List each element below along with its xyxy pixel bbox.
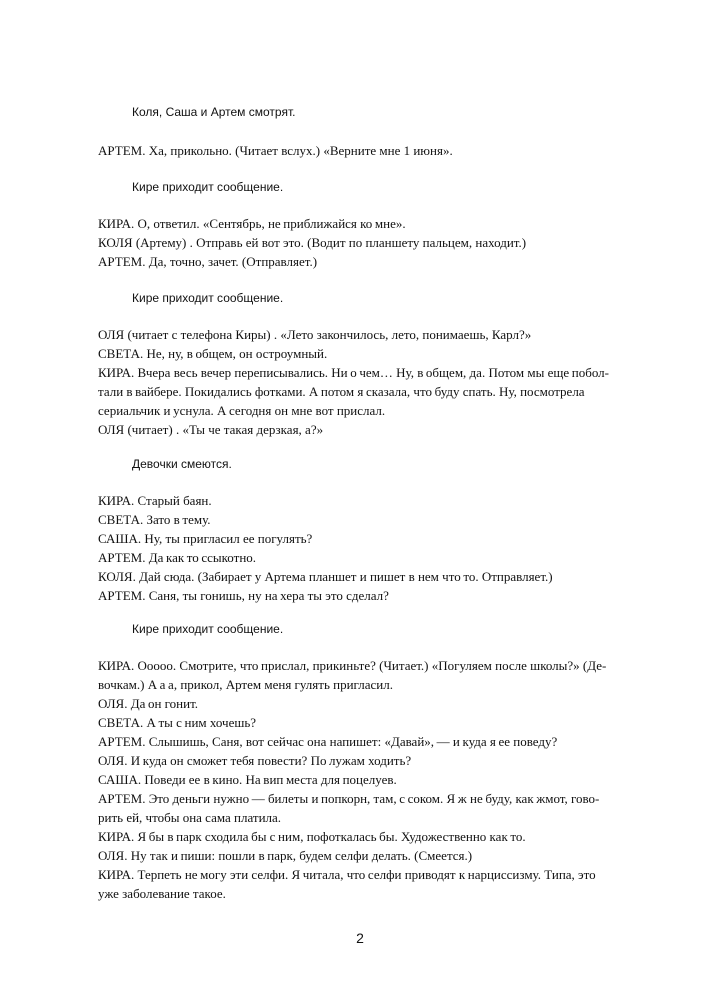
dialogue-line: СВЕТА. А ты с ним хочешь? [98, 715, 257, 730]
stage-direction: Кире приходит сообщение. [132, 180, 284, 194]
dialogue-line: КОЛЯ (Артему) . Отправь ей вот это. (Водит по планшету пальцем, находит.) [98, 235, 527, 250]
page-number: 2 [356, 930, 364, 946]
dialogue-line: ОЛЯ. Ну так и пиши: пошли в парк, будем селфи делать. (Смеется.) [98, 848, 473, 863]
dialogue-line: уже заболевание такое. [98, 886, 226, 901]
dialogue-block [98, 141, 628, 160]
dialogue-line: тали в вайбере. Покидались фотками. А потом я сказала, что буду спать. Ну, посмотрела [98, 384, 585, 399]
stage-direction: Кире приходит сообщение. [132, 622, 284, 636]
dialogue-line: КИРА. Старый баян. [98, 493, 212, 508]
dialogue-line: АРТЕМ. Ха, прикольно. (Читает вслух.) «Верните мне 1 июня». [98, 143, 453, 158]
dialogue-line: АРТЕМ. Это деньги нужно — билеты и попкорн, там, с соком. Я ж не буду, как жмот, гово- [98, 791, 600, 806]
dialogue-line: ОЛЯ (читает с телефона Киры) . «Лето закончилось, лето, понимаешь, Карл?» [98, 327, 532, 342]
dialogue-line: ОЛЯ. Да он гонит. [98, 696, 199, 711]
dialogue-line: АРТЕМ. Да, точно, зачет. (Отправляет.) [98, 254, 318, 269]
dialogue-line: АРТЕМ. Слышишь, Саня, вот сейчас она напишет: «Давай», — и куда я ее поведу? [98, 734, 558, 749]
dialogue-line: АРТЕМ. Саня, ты гонишь, ну на хера ты это сделал? [98, 588, 389, 603]
dialogue-line: вочкам.) А а а, прикол, Артем меня гулять пригласил. [98, 677, 393, 692]
dialogue-block [98, 656, 628, 903]
dialogue-line: СВЕТА. Зато в тему. [98, 512, 211, 527]
dialogue-line: рить ей, чтобы она сама платила. [98, 810, 282, 825]
dialogue-line: САША. Поведи ее в кино. На вип места для поцелуев. [98, 772, 397, 787]
dialogue-line: КИРА. Ооооо. Смотрите, что прислал, прикиньте? (Читает.) «Погуляем после школы?» (Де- [98, 658, 607, 673]
dialogue-line: КИРА. Вчера весь вечер переписывались. Ни о чем… Ну, в общем, да. Потом мы еще побол- [98, 365, 609, 380]
dialogue-line: КИРА. Я бы в парк сходила бы с ним, пофоткалась бы. Художественно как то. [98, 829, 526, 844]
dialogue-line: ОЛЯ. И куда он сможет тебя повести? По лужам ходить? [98, 753, 412, 768]
stage-direction: Коля, Саша и Артем смотрят. [132, 105, 296, 119]
stage-direction: Девочки смеются. [132, 457, 232, 471]
stage-direction: Кире приходит сообщение. [132, 291, 284, 305]
dialogue-line: САША. Ну, ты пригласил ее погулять? [98, 531, 313, 546]
dialogue-block [98, 214, 628, 271]
dialogue-block [98, 325, 628, 439]
dialogue-line: КИРА. Терпеть не могу эти селфи. Я читала, что селфи приводят к нарциссизму. Типа, это [98, 867, 596, 882]
dialogue-line: СВЕТА. Не, ну, в общем, он остроумный. [98, 346, 328, 361]
dialogue-line: сериальчик и уснула. А сегодня он мне вот прислал. [98, 403, 386, 418]
dialogue-line: ОЛЯ (читает) . «Ты че такая дерзкая, а?» [98, 422, 324, 437]
dialogue-line: АРТЕМ. Да как то ссыкотно. [98, 550, 257, 565]
dialogue-block [98, 491, 628, 605]
dialogue-line: КИРА. О, ответил. «Сентябрь, не приближайся ко мне». [98, 216, 406, 231]
dialogue-line: КОЛЯ. Дай сюда. (Забирает у Артема планшет и пишет в нем что то. Отправляет.) [98, 569, 553, 584]
